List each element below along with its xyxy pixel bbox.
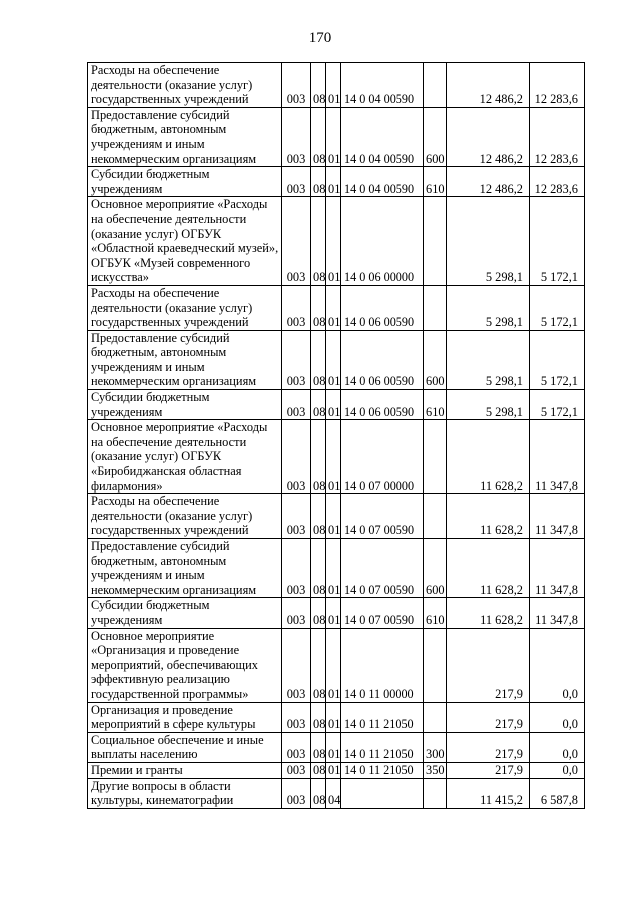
item-name-cell: Основное мероприятие «Расходы на обеспечение деятельности (оказание услуг) ОГБУК «Биробиджанская областная филармония»	[88, 420, 282, 494]
expense-type-cell	[424, 63, 447, 108]
subsection-code-cell: 01	[326, 628, 341, 702]
item-name-cell: Субсидии бюджетным учреждениям	[88, 598, 282, 628]
target-article-cell: 14 0 07 00590	[341, 598, 424, 628]
amount-plan-cell: 217,9	[447, 762, 530, 778]
ministry-code-cell: 003	[282, 702, 311, 732]
section-code-cell: 08	[311, 390, 326, 420]
expense-type-cell: 610	[424, 167, 447, 197]
ministry-code-cell: 003	[282, 628, 311, 702]
subsection-code-cell: 01	[326, 330, 341, 389]
section-code-cell: 08	[311, 197, 326, 286]
target-article-cell: 14 0 06 00000	[341, 197, 424, 286]
section-code-cell: 08	[311, 539, 326, 598]
amount-actual-cell: 5 172,1	[530, 330, 585, 389]
table-row	[88, 762, 585, 778]
target-article-cell: 14 0 11 00000	[341, 628, 424, 702]
item-name-cell: Предоставление субсидий бюджетным, автономным учреждениям и иным некоммерческим организациям	[88, 330, 282, 389]
table-row	[88, 167, 585, 197]
subsection-code-cell: 01	[326, 762, 341, 778]
target-article-cell: 14 0 04 00590	[341, 167, 424, 197]
expense-type-cell	[424, 197, 447, 286]
ministry-code-cell: 003	[282, 762, 311, 778]
amount-plan-cell: 11 628,2	[447, 420, 530, 494]
item-name-cell: Субсидии бюджетным учреждениям	[88, 167, 282, 197]
expense-type-cell	[424, 778, 447, 808]
amount-plan-cell: 11 628,2	[447, 494, 530, 539]
section-code-cell: 08	[311, 732, 326, 762]
amount-plan-cell: 5 298,1	[447, 197, 530, 286]
target-article-cell: 14 0 07 00590	[341, 494, 424, 539]
page-number: 170	[308, 30, 332, 46]
expense-type-cell: 350	[424, 762, 447, 778]
section-code-cell: 08	[311, 63, 326, 108]
subsection-code-cell: 01	[326, 197, 341, 286]
amount-actual-cell: 11 347,8	[530, 539, 585, 598]
ministry-code-cell: 003	[282, 420, 311, 494]
item-name-cell: Премии и гранты	[88, 762, 282, 778]
amount-plan-cell: 217,9	[447, 628, 530, 702]
section-code-cell: 08	[311, 285, 326, 330]
ministry-code-cell: 003	[282, 778, 311, 808]
expense-type-cell: 600	[424, 330, 447, 389]
amount-actual-cell: 11 347,8	[530, 598, 585, 628]
section-code-cell: 08	[311, 420, 326, 494]
amount-actual-cell: 0,0	[530, 762, 585, 778]
expense-type-cell: 600	[424, 539, 447, 598]
table-row	[88, 197, 585, 286]
expense-type-cell	[424, 628, 447, 702]
target-article-cell: 14 0 11 21050	[341, 702, 424, 732]
table-row	[88, 539, 585, 598]
item-name-cell: Субсидии бюджетным учреждениям	[88, 390, 282, 420]
item-name-cell: Расходы на обеспечение деятельности (оказание услуг) государственных учреждений	[88, 63, 282, 108]
ministry-code-cell: 003	[282, 598, 311, 628]
expense-type-cell	[424, 494, 447, 539]
item-name-cell: Основное мероприятие «Организация и проведение мероприятий, обеспечивающих эффективную реализацию государственной программы»	[88, 628, 282, 702]
section-code-cell: 08	[311, 598, 326, 628]
item-name-cell: Предоставление субсидий бюджетным, автономным учреждениям и иным некоммерческим организациям	[88, 107, 282, 166]
table-row	[88, 107, 585, 166]
item-name-cell: Другие вопросы в области культуры, кинематографии	[88, 778, 282, 808]
ministry-code-cell: 003	[282, 167, 311, 197]
subsection-code-cell: 01	[326, 420, 341, 494]
amount-plan-cell: 11 628,2	[447, 539, 530, 598]
target-article-cell: 14 0 11 21050	[341, 732, 424, 762]
target-article-cell	[341, 778, 424, 808]
table-row	[88, 598, 585, 628]
ministry-code-cell: 003	[282, 330, 311, 389]
table-row	[88, 420, 585, 494]
amount-plan-cell: 11 628,2	[447, 598, 530, 628]
amount-actual-cell: 6 587,8	[530, 778, 585, 808]
target-article-cell: 14 0 06 00590	[341, 390, 424, 420]
expense-type-cell: 610	[424, 390, 447, 420]
amount-actual-cell: 11 347,8	[530, 494, 585, 539]
amount-plan-cell: 217,9	[447, 732, 530, 762]
target-article-cell: 14 0 04 00590	[341, 107, 424, 166]
section-code-cell: 08	[311, 762, 326, 778]
table-row	[88, 628, 585, 702]
subsection-code-cell: 01	[326, 732, 341, 762]
item-name-cell: Предоставление субсидий бюджетным, автономным учреждениям и иным некоммерческим организациям	[88, 539, 282, 598]
amount-actual-cell: 12 283,6	[530, 167, 585, 197]
subsection-code-cell: 01	[326, 63, 341, 108]
subsection-code-cell: 01	[326, 539, 341, 598]
amount-actual-cell: 5 172,1	[530, 390, 585, 420]
section-code-cell: 08	[311, 628, 326, 702]
target-article-cell: 14 0 06 00590	[341, 285, 424, 330]
expense-type-cell	[424, 420, 447, 494]
section-code-cell: 08	[311, 167, 326, 197]
expense-type-cell	[424, 285, 447, 330]
amount-actual-cell: 12 283,6	[530, 107, 585, 166]
amount-plan-cell: 5 298,1	[447, 330, 530, 389]
ministry-code-cell: 003	[282, 197, 311, 286]
subsection-code-cell: 01	[326, 598, 341, 628]
amount-plan-cell: 5 298,1	[447, 390, 530, 420]
amount-actual-cell: 0,0	[530, 628, 585, 702]
table-row	[88, 285, 585, 330]
ministry-code-cell: 003	[282, 494, 311, 539]
amount-plan-cell: 12 486,2	[447, 63, 530, 108]
target-article-cell: 14 0 06 00590	[341, 330, 424, 389]
table-row	[88, 330, 585, 389]
amount-plan-cell: 217,9	[447, 702, 530, 732]
table-row	[88, 702, 585, 732]
expense-type-cell: 600	[424, 107, 447, 166]
table-row	[88, 390, 585, 420]
subsection-code-cell: 04	[326, 778, 341, 808]
section-code-cell: 08	[311, 778, 326, 808]
ministry-code-cell: 003	[282, 732, 311, 762]
target-article-cell: 14 0 07 00590	[341, 539, 424, 598]
table-row	[88, 778, 585, 808]
amount-actual-cell: 0,0	[530, 702, 585, 732]
subsection-code-cell: 01	[326, 494, 341, 539]
item-name-cell: Расходы на обеспечение деятельности (оказание услуг) государственных учреждений	[88, 285, 282, 330]
expense-type-cell: 610	[424, 598, 447, 628]
amount-plan-cell: 11 415,2	[447, 778, 530, 808]
section-code-cell: 08	[311, 107, 326, 166]
ministry-code-cell: 003	[282, 390, 311, 420]
table-row	[88, 63, 585, 108]
subsection-code-cell: 01	[326, 167, 341, 197]
amount-plan-cell: 5 298,1	[447, 285, 530, 330]
subsection-code-cell: 01	[326, 285, 341, 330]
subsection-code-cell: 01	[326, 702, 341, 732]
amount-plan-cell: 12 486,2	[447, 107, 530, 166]
amount-actual-cell: 0,0	[530, 732, 585, 762]
table-row	[88, 494, 585, 539]
amount-actual-cell: 11 347,8	[530, 420, 585, 494]
budget-table	[87, 62, 585, 809]
subsection-code-cell: 01	[326, 107, 341, 166]
section-code-cell: 08	[311, 494, 326, 539]
target-article-cell: 14 0 07 00000	[341, 420, 424, 494]
amount-actual-cell: 5 172,1	[530, 197, 585, 286]
ministry-code-cell: 003	[282, 63, 311, 108]
amount-plan-cell: 12 486,2	[447, 167, 530, 197]
expense-type-cell	[424, 702, 447, 732]
section-code-cell: 08	[311, 702, 326, 732]
subsection-code-cell: 01	[326, 390, 341, 420]
target-article-cell: 14 0 04 00590	[341, 63, 424, 108]
item-name-cell: Организация и проведение мероприятий в сфере культуры	[88, 702, 282, 732]
ministry-code-cell: 003	[282, 107, 311, 166]
ministry-code-cell: 003	[282, 539, 311, 598]
expense-type-cell: 300	[424, 732, 447, 762]
target-article-cell: 14 0 11 21050	[341, 762, 424, 778]
amount-actual-cell: 5 172,1	[530, 285, 585, 330]
item-name-cell: Основное мероприятие «Расходы на обеспечение деятельности (оказание услуг) ОГБУК «Областной краеведческий музей», ОГБУК «Музей современного искусства»	[88, 197, 282, 286]
section-code-cell: 08	[311, 330, 326, 389]
amount-actual-cell: 12 283,6	[530, 63, 585, 108]
item-name-cell: Расходы на обеспечение деятельности (оказание услуг) государственных учреждений	[88, 494, 282, 539]
table-row	[88, 732, 585, 762]
ministry-code-cell: 003	[282, 285, 311, 330]
item-name-cell: Социальное обеспечение и иные выплаты населению	[88, 732, 282, 762]
